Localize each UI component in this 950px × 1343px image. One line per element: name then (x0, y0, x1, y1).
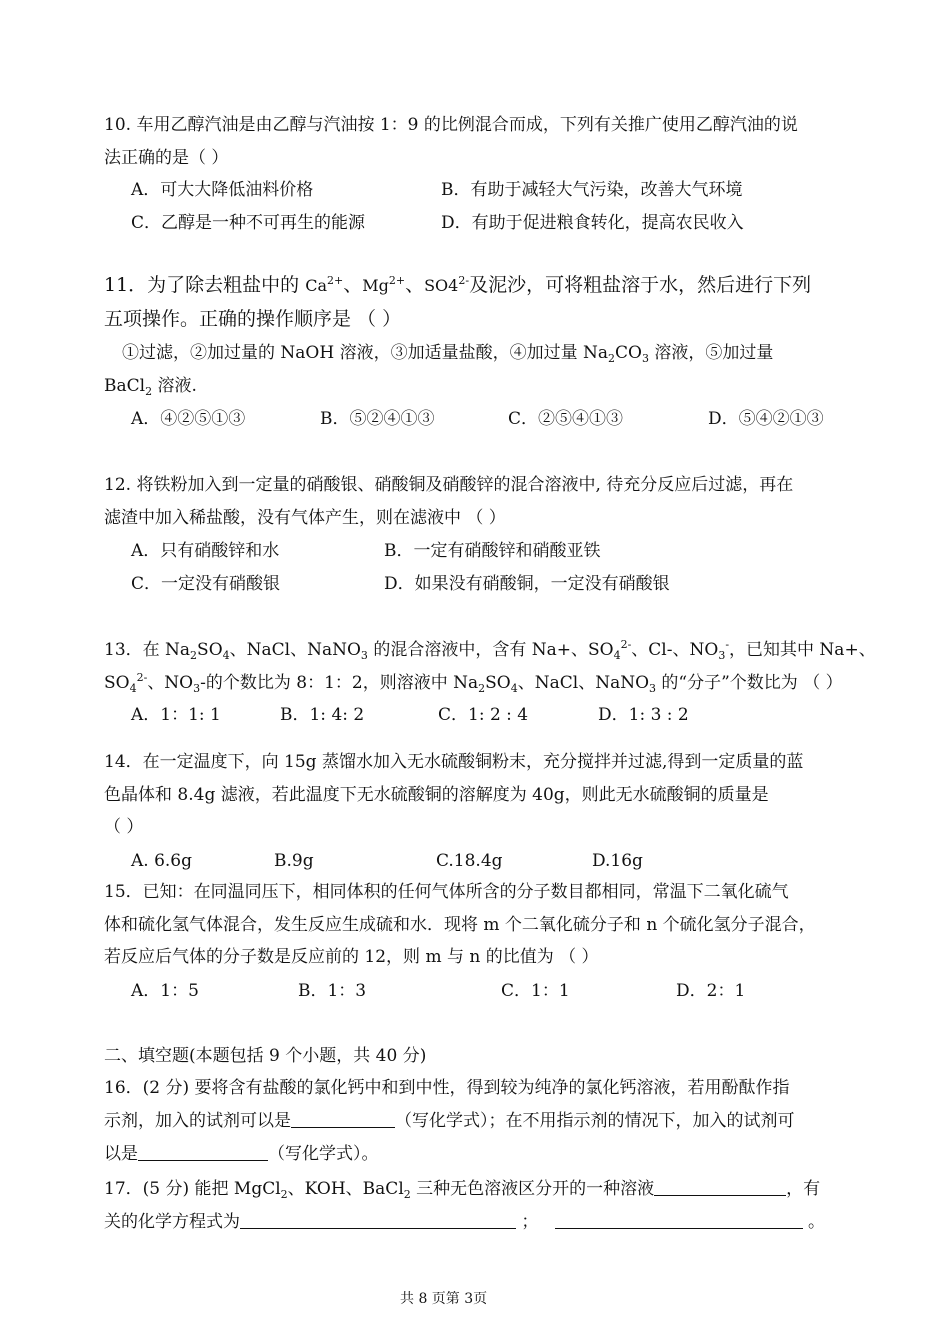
q16-stem-line1: 16．(2 分) 要将含有盐酸的氯化钙中和到中性，得到较为纯净的氯化钙溶液，若用酚酞作指 (104, 1078, 790, 1098)
section-heading-fill-in: 二、填空题(本题包括 9 个小题，共 40 分) (104, 1046, 427, 1066)
q16-answer-blank-1[interactable] (291, 1109, 395, 1128)
q12-option-a: A．只有硝酸锌和水 (131, 541, 280, 561)
q17-answer-blank-equation-2[interactable] (555, 1210, 803, 1229)
q12-option-d: D．如果没有硝酸铜，一定没有硝酸银 (384, 574, 670, 594)
q15-option-c: C．1：1 (501, 981, 570, 1001)
q14-option-b: B.9g (274, 851, 314, 871)
q11-stem-line1: 11．为了除去粗盐中的 $Ca^{2+}$、$Mg^{2+}$、$SO4^{2-}$及泥沙，可将粗盐溶于水，然后进行下列 (104, 274, 812, 296)
q15-stem-line3: 若反应后气体的分子数是反应前的 12，则 m 与 n 的比值为 （ ） (104, 947, 599, 967)
q14-option-a: A. 6.6g (131, 851, 193, 871)
q11-operations-line2: BaCl$_2$ 溶液. (104, 376, 197, 398)
q11-option-c: C．②⑤④①③ (508, 409, 624, 429)
q10-option-d: D．有助于促进粮食转化，提高农民收入 (441, 213, 744, 233)
q12-stem-line1: 12. 将铁粉加入到一定量的硝酸银、硝酸铜及硝酸锌的混合溶液中, 待充分反应后过滤，再在 (104, 475, 794, 495)
q15-option-a: A．1：5 (131, 981, 199, 1001)
q12-option-c: C．一定没有硝酸银 (131, 574, 281, 594)
q10-option-a: A．可大大降低油料价格 (131, 180, 314, 200)
q13-option-a: A．1：1: 1 (131, 705, 221, 725)
q12-stem-line2: 滤渣中加入稀盐酸，没有气体产生，则在滤液中 （ ） (104, 508, 506, 528)
q15-option-d: D．2：1 (676, 981, 746, 1001)
q15-stem-line2: 体和硫化氢气体混合，发生反应生成硫和水．现将 m 个二氧化硫分子和 n 个硫化氢分子混合， (104, 915, 816, 935)
q14-option-c: C.18.4g (436, 851, 503, 871)
q13-option-c: C．1: 2 : 4 (438, 705, 529, 725)
q11-option-b: B．⑤②④①③ (320, 409, 435, 429)
q16-answer-blank-2[interactable] (138, 1142, 268, 1161)
q11-stem-line2: 五项操作。正确的操作顺序是 （ ） (104, 308, 402, 330)
q14-stem-line3: （ ） (104, 817, 144, 837)
page-footer: 共 8 页第 3页 (400, 1291, 488, 1307)
q12-option-b: B．一定有硝酸锌和硝酸亚铁 (384, 541, 601, 561)
q14-stem-line2: 色晶体和 8.4g 滤液，若此温度下无水硫酸铜的溶解度为 40g，则此无水硫酸铜的质量是 (104, 785, 769, 805)
q17-stem-line1: 17．(5 分) 能把 MgCl$_2$、KOH、BaCl$_2$ 三种无色溶液区分开的一种溶液 ，有 (104, 1179, 821, 1201)
q11-option-d: D．⑤④②①③ (708, 409, 824, 429)
q16-stem-line2: 示剂，加入的试剂可以是 （写化学式）；在不用指示剂的情况下，加入的试剂可 (104, 1111, 795, 1131)
q10-stem-line2: 法正确的是（ ） (104, 148, 229, 168)
q17-answer-blank-equation-1[interactable] (240, 1210, 516, 1229)
q11-option-a: A．④②⑤①③ (131, 409, 246, 429)
q13-option-b: B．1: 4: 2 (280, 705, 365, 725)
q16-stem-line3: 以是 （写化学式）。 (104, 1144, 379, 1164)
q13-stem-line2: $SO_4^{2-}$、$NO_3-$的个数比为 8：1：2，则溶液中 $Na_2SO_4$、NaCl、NaNO$_3$ 的“分子”个数比为 （ ） (104, 671, 843, 695)
q10-option-c: C．乙醇是一种不可再生的能源 (131, 213, 366, 233)
q10-stem-line1: 10. 车用乙醇汽油是由乙醇与汽油按 1：9 的比例混合而成，下列有关推广使用乙醇汽油的说 (104, 115, 798, 135)
q11-operations-line1: ①过滤，②加过量的 NaOH 溶液，③加适量盐酸，④加过量 $Na_2CO_3$ 溶液，⑤加过量 (122, 343, 774, 365)
q10-option-b: B．有助于减轻大气污染，改善大气环境 (441, 180, 743, 200)
q13-stem-line1: 13．在 $Na_2SO_4$、NaCl、NaNO$_3$ 的混合溶液中，含有 Na+、$SO_4^{2-}$、Cl-、$NO_3^-$，已知其中 Na+、 (104, 638, 876, 662)
q17-answer-blank-solution[interactable] (654, 1177, 786, 1196)
q14-stem-line1: 14．在一定温度下，向 15g 蒸馏水加入无水硫酸铜粉末，充分搅拌并过滤,得到一定质量的蓝 (104, 752, 804, 772)
q13-option-d: D．1: 3 : 2 (598, 705, 689, 725)
q14-option-d: D.16g (592, 851, 643, 871)
q15-stem-line1: 15．已知：在同温同压下，相同体积的任何气体所含的分子数目都相同，常温下二氧化硫气 (104, 882, 789, 902)
q15-option-b: B．1：3 (298, 981, 367, 1001)
q17-stem-line2: 关的化学方程式为 ； 。 (104, 1212, 826, 1232)
